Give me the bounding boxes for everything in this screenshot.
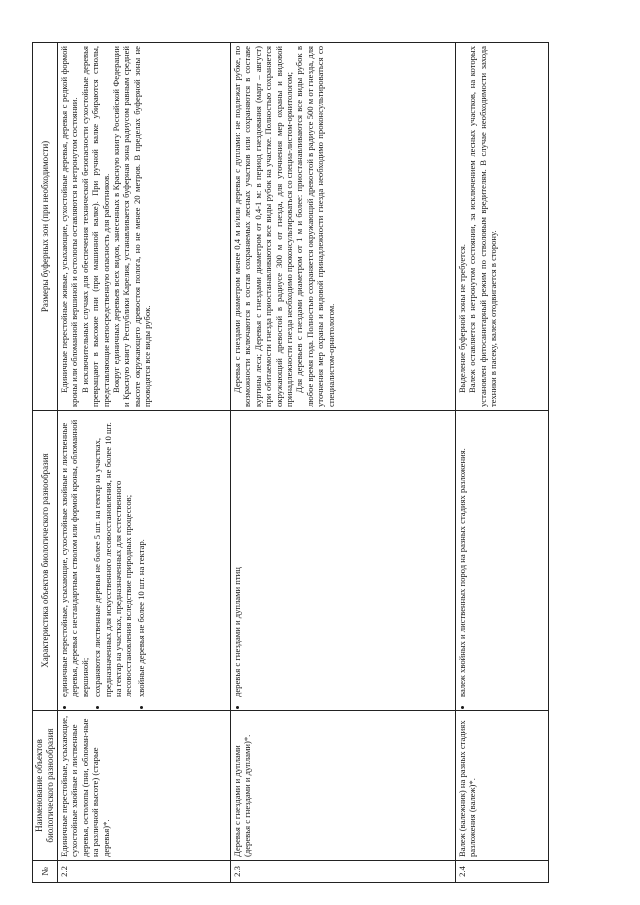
- table-row: [231, 43, 456, 883]
- header-name: Наименование объектов биологического разнообразия: [33, 711, 58, 861]
- list-item: • единичные перестойные, усыхающие, сухостойные хвойные и лиственные деревья, деревья с нестандартным стволом или формой кроны, обломанной вершиной;: [59, 414, 90, 697]
- row-number: 2.3: [231, 861, 456, 883]
- table-row: [456, 43, 549, 883]
- table-header-row: [33, 43, 58, 883]
- paragraph: Единичные перестойные живые, усыхающие, сухостойные деревья, деревья с редкой формой кроны или обломанной вершиной и остолопы оставляются в нетронутом состоянии.: [59, 46, 80, 407]
- row-number: 2.4: [456, 861, 549, 883]
- table-row: [58, 43, 231, 883]
- biodiversity-table: [32, 42, 549, 883]
- row-name: Единичные перестойные, усыхающие, сухостойные хвойные и лиственные деревья, остолопы (пни, обломан-ные на различной высоте) (старые деревья)*.: [58, 711, 231, 861]
- row-characteristics: [231, 411, 456, 711]
- paragraph: Выделение буферной зоны не требуется.: [457, 244, 467, 393]
- row-buffer: [456, 43, 549, 411]
- row-name: Валеж (валежник) на разных стадиях разложения (валеж)*.: [456, 711, 549, 861]
- header-buffer: Размеры буферных зон (при необходимости): [33, 43, 58, 411]
- header-characteristics: Характеристика объектов биологического разнообразия: [33, 411, 58, 711]
- header-no: №: [33, 861, 58, 883]
- list-item: • сохраняются лиственные деревья не более 5 шт. на гектар на участках, предназначенных для искусственного лесовосстановления, не более 10 шт. на гектар на участках, предназначенных для естественного лесовосстановления вследствие природных процессов;: [92, 414, 134, 697]
- list-item: • хвойные деревья не более 10 шт. на гектар.: [136, 414, 146, 697]
- paragraph: В исключительных случаях для обеспечения технической безопасности сухостойные деревья превращают в высокие пни (при машинной валке). При ручной валке убираются стволы, представляющие непосредственную опасность для работников.: [79, 46, 111, 407]
- paragraph: Валеж оставляется в нетронутом состоянии, за исключением лесных участков, на которых установлен фитосанитарный режим по стволовым вредителям. В случае необходимости захода техники в пасеку, валеж отодвигается в сторону.: [467, 46, 499, 407]
- row-characteristics: [456, 411, 549, 711]
- row-buffer: [231, 43, 456, 411]
- row-number: 2.2: [58, 861, 231, 883]
- row-buffer: [58, 43, 231, 411]
- paragraph: Вокруг единичных деревьев всех видов, занесенных в Красную книгу Российской Федерации и Красную книгу Республики Карелия, устанавливается буферная зона радиусом равным средней высоте окружающего древостоя полога, но не менее 20 метров. В пределах буферной зоны не проводятся все виды рубок.: [111, 46, 153, 407]
- paragraph: Для деревьев с гнездами диаметром от 1 м и более: приостанавливаются все виды рубок в любое время года. Полностью сохраняется окружающий древостой в радиусе 500 м от гнезда, для уточнения мер охраны и видовой принадлежности гнезда необходимо проконсультироваться со специалистом-орнитологом.: [294, 46, 336, 407]
- row-characteristics: [58, 411, 231, 711]
- row-name: Деревья с гнездами и дуплами (деревья с гнездами и дуплами)*.: [231, 711, 456, 861]
- paragraph: Деревья с гнездами диаметром менее 0,4 м и/или деревья с дуплами: не подлежат рубке, по возможности включаются в состав сохраняемых лесных участков или сохраняются в составе куртины леса; Деревья с гнездами диаметром от 0,4-1 м: в период гнездования (март – август) при обитаемости гнезда приостанавливаются все виды рубок на участке. Полностью сохраняется окружающий древостой в радиусе 300 м от гнезда, для уточнения мер охраны и видовой принадлежности гнезда необходимо проконсультироваться со специа-листом-орнитологом;: [232, 46, 295, 407]
- list-item: • деревья с гнездами и дуплами птиц: [232, 414, 242, 697]
- list-item: • валеж хвойных и лиственных пород на разных стадиях разложения.: [457, 414, 467, 697]
